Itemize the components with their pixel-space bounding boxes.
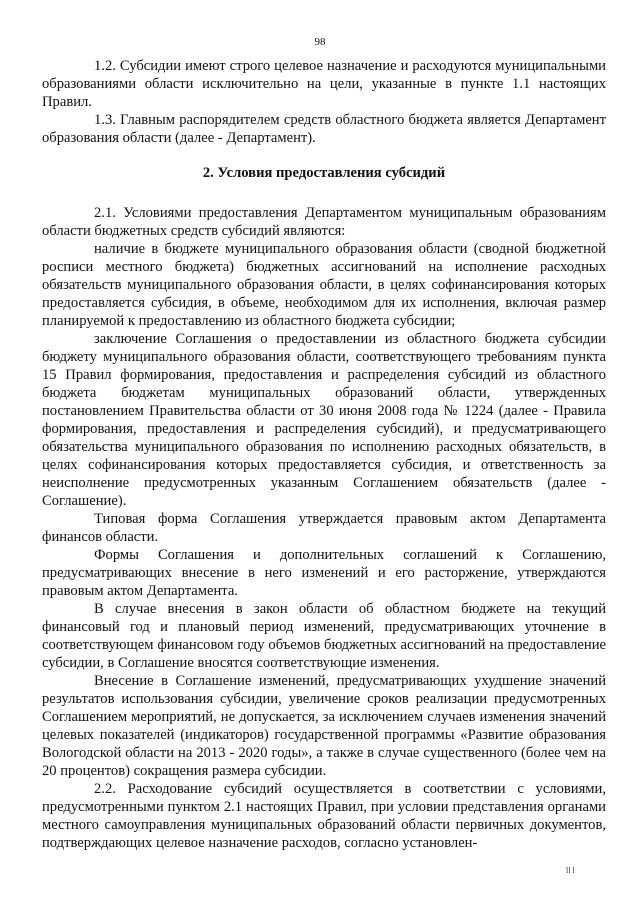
- paragraph-budget-changes: В случае внесения в закон области об областном бюджете на текущий финансовый год и плановый период изменений, предусматривающих уточнение в соответствующем финансовом году объемов бюджетных ассигнований на предоставление субсидии, в Соглашение вносятся соответствующие изменения.: [42, 601, 606, 671]
- paragraph-agreement-forms: Формы Соглашения и дополнительных соглашений к Соглашению, предусматривающих внесение в него изменений и его расторжение, утверждаются правовым актом Департамента.: [42, 547, 606, 599]
- footer-mark: ll l: [566, 866, 575, 875]
- paragraph-2-2: 2.2. Расходование субсидий осуществляется в соответствии с условиями, предусмотренными пунктом 2.1 настоящих Правил, при условии представления органами местного самоуправления муниципальных образований области первичных документов, подтверждающих целевое назначение расходов, согласно установлен-: [42, 781, 606, 851]
- section-heading: 2. Условия предоставления субсидий: [202, 165, 446, 181]
- document-body: [42, 57, 606, 852]
- page-number: 98: [314, 36, 326, 48]
- paragraph-1-2: 1.2. Субсидии имеют строго целевое назначение и расходуются муниципальными образованиями области исключительно на цели, указанные в пункте 1.1 настоящих Правил.: [42, 58, 606, 110]
- paragraph-typical-form: Типовая форма Соглашения утверждается правовым актом Департамента финансов области.: [42, 511, 606, 545]
- paragraph-1-3: 1.3. Главным распорядителем средств областного бюджета является Департамент образования области (далее - Департамент).: [42, 112, 606, 146]
- paragraph-2-1: 2.1. Условиями предоставления Департаментом муниципальным образованиям области бюджетных средств субсидий являются:: [42, 205, 606, 239]
- paragraph-worsening-changes: Внесение в Соглашение изменений, предусматривающих ухудшение значений результатов использования субсидии, увеличение сроков реализации предусмотренных Соглашением мероприятий, не допускается, за исключением случаев изменения значений целевых показателей (индикаторов) государственной программы «Развитие образования Вологодской области на 2013 - 2020 годы», а также в случае существенного (более чем на 20 процентов) сокращения размера субсидии.: [42, 673, 606, 779]
- paragraph-condition-agreement: заключение Соглашения о предоставлении из областного бюджета субсидии бюджету муниципального образования области, соответствующего требованиям пункта 15 Правил формирования, предоставления и распределения субсидий из областного бюджета бюджетам муниципальных образований области, утвержденных постановлением Правительства области от 30 июня 2008 года № 1224 (далее - Правила формирования, предоставления и распределения субсидий), и предусматривающего обязательства муниципального образования по исполнению расходных обязательств, в целях софинансирования которых предоставляется субсидия, и ответственность за неисполнение предусмотренных указанным Соглашением обязательств (далее - Соглашение).: [42, 331, 606, 509]
- paragraph-condition-budget: наличие в бюджете муниципального образования области (сводной бюджетной росписи местного бюджета) бюджетных ассигнований на исполнение расходных обязательств муниципального образования области, в целях софинансирования которых предоставляется субсидия, в объеме, необходимом для их исполнения, включая размер планируемой к предоставлению из областного бюджета субсидии;: [42, 241, 606, 329]
